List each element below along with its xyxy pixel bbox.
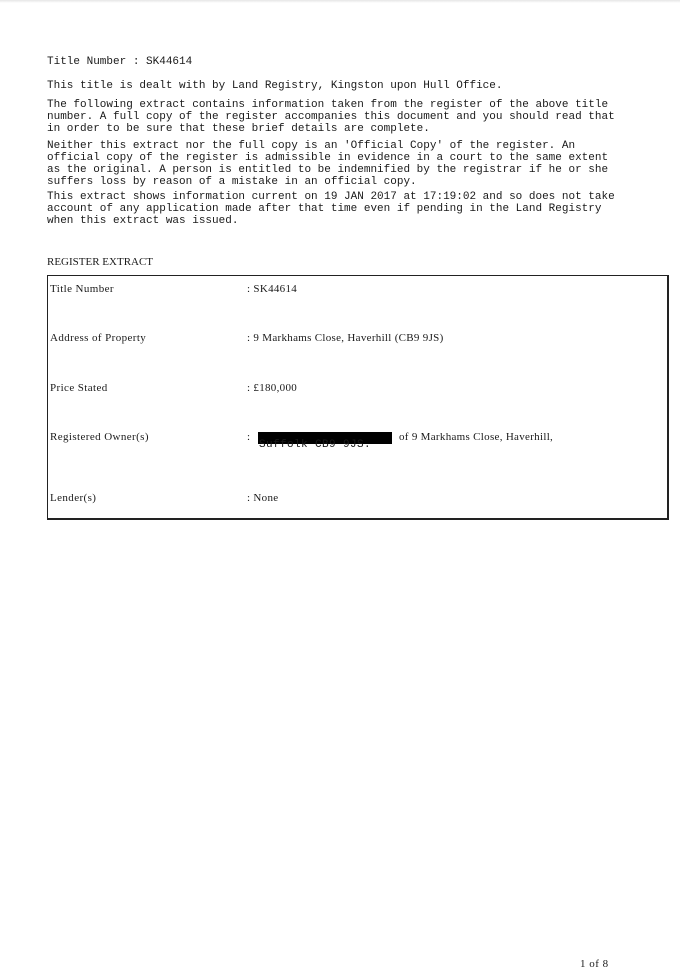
title-number-heading: Title Number : SK44614	[47, 56, 193, 68]
intro-line: Neither this extract nor the full copy is an 'Official Copy' of the register. An	[47, 140, 576, 152]
owner-address-line2: Suffolk CB9 9JS.	[259, 439, 372, 451]
row-value: : SK44614	[247, 283, 298, 295]
intro-paragraph-3	[47, 191, 667, 227]
intro-line: This extract shows information current on 19 JAN 2017 at 17:19:02 and so does not take	[47, 191, 615, 203]
row-label: Price Stated	[50, 382, 108, 394]
intro-line: number. A full copy of the register accompanies this document and you should read that	[47, 111, 615, 123]
register-extract-table	[47, 275, 669, 520]
intro-line: official copy of the register is admissible in evidence in a court to the same extent	[47, 152, 609, 164]
row-label: Address of Property	[50, 332, 147, 344]
row-label: Registered Owner(s)	[50, 431, 149, 443]
intro-paragraph-2	[47, 140, 667, 188]
intro-paragraph-1	[47, 99, 667, 135]
owner-address: of 9 Markhams Close, Haverhill,	[399, 431, 554, 443]
row-value: : 9 Markhams Close, Haverhill (CB9 9JS)	[247, 332, 444, 344]
register-extract-heading: REGISTER EXTRACT	[47, 256, 154, 268]
intro-line: The following extract contains information taken from the register of the above title	[47, 99, 609, 111]
document-body	[47, 56, 667, 227]
intro-line: in order to be sure that these brief details are complete.	[47, 123, 430, 135]
intro-line: suffers loss by reason of a mistake in an official copy.	[47, 176, 417, 188]
row-label: Title Number	[50, 283, 114, 295]
page-top-shadow	[0, 0, 680, 3]
intro-line: as the original. A person is entitled to be indemnified by the registrar if he or she	[47, 164, 609, 176]
row-registered-owner	[48, 431, 668, 455]
row-label: Lender(s)	[50, 492, 97, 504]
intro-line: when this extract was issued.	[47, 215, 239, 227]
row-value: : None	[247, 492, 279, 504]
row-colon: :	[247, 431, 251, 443]
intro-line: account of any application made after that time even if pending in the Land Registry	[47, 203, 602, 215]
page-number: 1 of 8	[580, 958, 609, 970]
row-value: : £180,000	[247, 382, 298, 394]
office-statement: This title is dealt with by Land Registry, Kingston upon Hull Office.	[47, 80, 503, 92]
